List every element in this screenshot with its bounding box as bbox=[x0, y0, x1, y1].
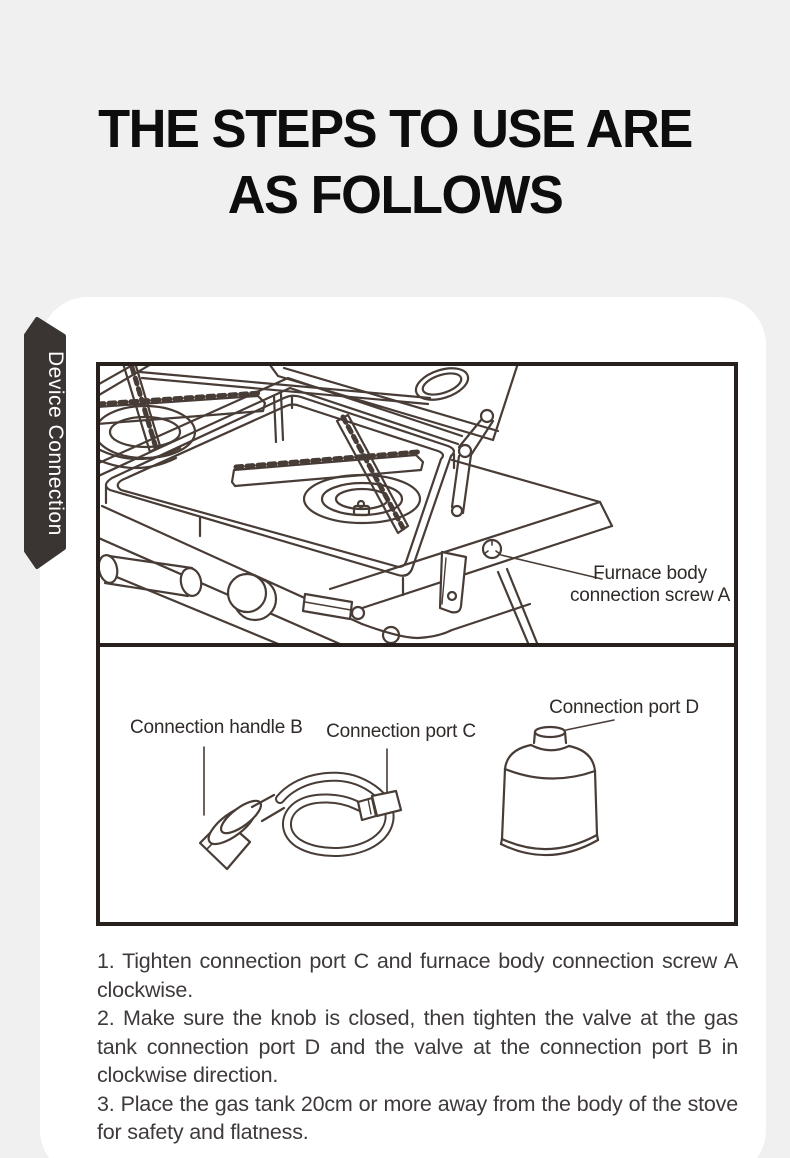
instruction-card bbox=[40, 297, 766, 1158]
diagram-box bbox=[96, 362, 738, 926]
page-title bbox=[12, 96, 778, 228]
connection-handle-b-label: Connection handle B bbox=[130, 717, 303, 738]
instruction-step-3: 3. Place the gas tank 20cm or more away from the body of the stove for safety and flatness. bbox=[97, 1091, 738, 1144]
page-title-line-2: AS FOLLOWS bbox=[227, 165, 563, 225]
device-connection-ribbon-label: Device Connection bbox=[44, 350, 67, 536]
furnace-screw-label-line-1: Furnace body bbox=[593, 563, 707, 584]
hose-and-tank-line-art bbox=[100, 647, 734, 916]
page-title-line-1: THE STEPS TO USE ARE bbox=[98, 99, 692, 159]
accessories-diagram-panel bbox=[100, 643, 734, 916]
furnace-screw-label-line-2: connection screw A bbox=[569, 585, 731, 606]
furnace-screw-label bbox=[560, 563, 734, 607]
connection-port-d-label: Connection port D bbox=[549, 697, 699, 718]
connection-port-c-label: Connection port C bbox=[326, 721, 476, 742]
instruction-step-2: 2. Make sure the knob is closed, then tighten the valve at the gas tank connection port D and the valve at the connection port B in clockwise direction. bbox=[97, 1006, 738, 1087]
instructions bbox=[97, 947, 738, 1147]
device-connection-ribbon bbox=[23, 316, 67, 570]
stove-diagram-panel bbox=[100, 366, 734, 643]
instruction-step-1: 1. Tighten connection port C and furnace body connection screw A clockwise. bbox=[97, 949, 738, 1002]
